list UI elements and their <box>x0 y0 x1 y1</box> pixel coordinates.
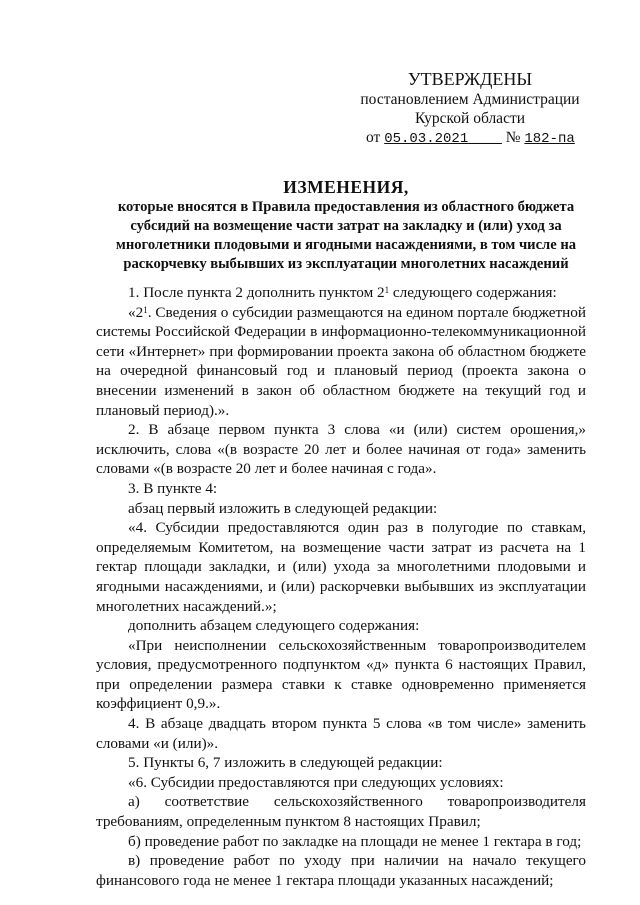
approval-number: 182-па <box>524 131 575 147</box>
paragraph-1-tail: следующего содержания: <box>389 284 557 301</box>
paragraph-13: б) проведение работ по закладке на площади не менее 1 гектара в год; <box>128 832 582 850</box>
paragraph-1 <box>96 283 586 303</box>
approval-stamp <box>350 68 590 149</box>
document-body <box>96 283 586 890</box>
heading-title: ИЗМЕНЕНИЯ, <box>283 177 409 197</box>
paragraph-9: 4. В абзаце двадцать втором пункта 5 слова «в том числе» заменить словами «и (или)». <box>96 715 586 752</box>
date-prefix: от <box>366 129 385 146</box>
paragraph-6: «4. Субсидии предоставляются один раз в полугодие по ставкам, определяемым Комитетом, на возмещение части затрат из расчета на 1 гектар площади закладки, и (или) ухода за многолетними плодовыми и ягодными насаждениями, и (или) раскорчевки выбывших из эксплуатации многолетних насаждений.»; <box>96 519 586 615</box>
paragraph-7: дополнить абзацем следующего содержания: <box>128 617 420 635</box>
approval-date-row <box>350 128 590 149</box>
paragraph-1-text: 1. После пункта 2 дополнить пунктом 2 <box>128 284 385 301</box>
heading-subtitle: которые вносятся в Правила предоставления из областного бюджета субсидий на возмещение части затрат на закладку и (или) уход за многолетники плодовыми и ягодными насаждениями, в том числе на раскорчевку выбывших из эксплуатации многолетних насаждений <box>115 199 577 272</box>
paragraph-2-text: «2 <box>128 303 144 321</box>
paragraph-14: в) проведение работ по уходу при наличии на начало текущего финансового года не менее 1 гектара площади указанных насаждений; <box>96 852 586 889</box>
paragraph-12: а) соответствие сельскохозяйственного товаропроизводителя требованиям, определенным пунктом 8 настоящих Правил; <box>96 793 586 831</box>
paragraph-10: 5. Пункты 6, 7 изложить в следующей редакции: <box>128 754 443 772</box>
approval-line-2: Курской области <box>414 110 526 127</box>
number-prefix: № <box>501 129 525 146</box>
approval-title: УТВЕРЖДЕНЫ <box>407 69 533 89</box>
superscript: 1 <box>143 304 148 315</box>
paragraph-8: «При неисполнении сельскохозяйственным товаропроизводителем условия, предусмотренного подпунктом «д» пункта 6 настоящих Правил, при определении размера ставки к ставке одновременно применяется коэффициент 0,9.». <box>96 636 586 713</box>
paragraph-2 <box>96 303 586 421</box>
paragraph-5: абзац первый изложить в следующей редакции: <box>128 499 438 517</box>
approval-line-1: постановлением Администрации <box>360 91 580 108</box>
paragraph-4: 3. В пункте 4: <box>128 479 218 497</box>
document-heading <box>96 176 596 274</box>
paragraph-11: «6. Субсидии предоставляются при следующих условиях: <box>128 773 504 791</box>
paragraph-3: 2. В абзаце первом пункта 3 слова «и (или) систем орошения,» исключить, слова «(в возрасте 20 лет и более начиная от года» заменить словами «(в возрасте 20 лет и более начиная с года». <box>96 421 586 478</box>
superscript: 1 <box>384 285 390 295</box>
approval-date: 05.03.2021____ <box>384 131 502 147</box>
paragraph-2-tail: . Сведения о субсидии размещаются на едином портале бюджетной системы Российской Федерации в информационно-телекоммуникационной сети «Интернет» при формировании проекта закона об областном бюджете на очередной финансовый год и плановый период (проекта закона о внесении изменений в закон об областном бюджете на текущий год и плановый период).». <box>96 303 586 419</box>
